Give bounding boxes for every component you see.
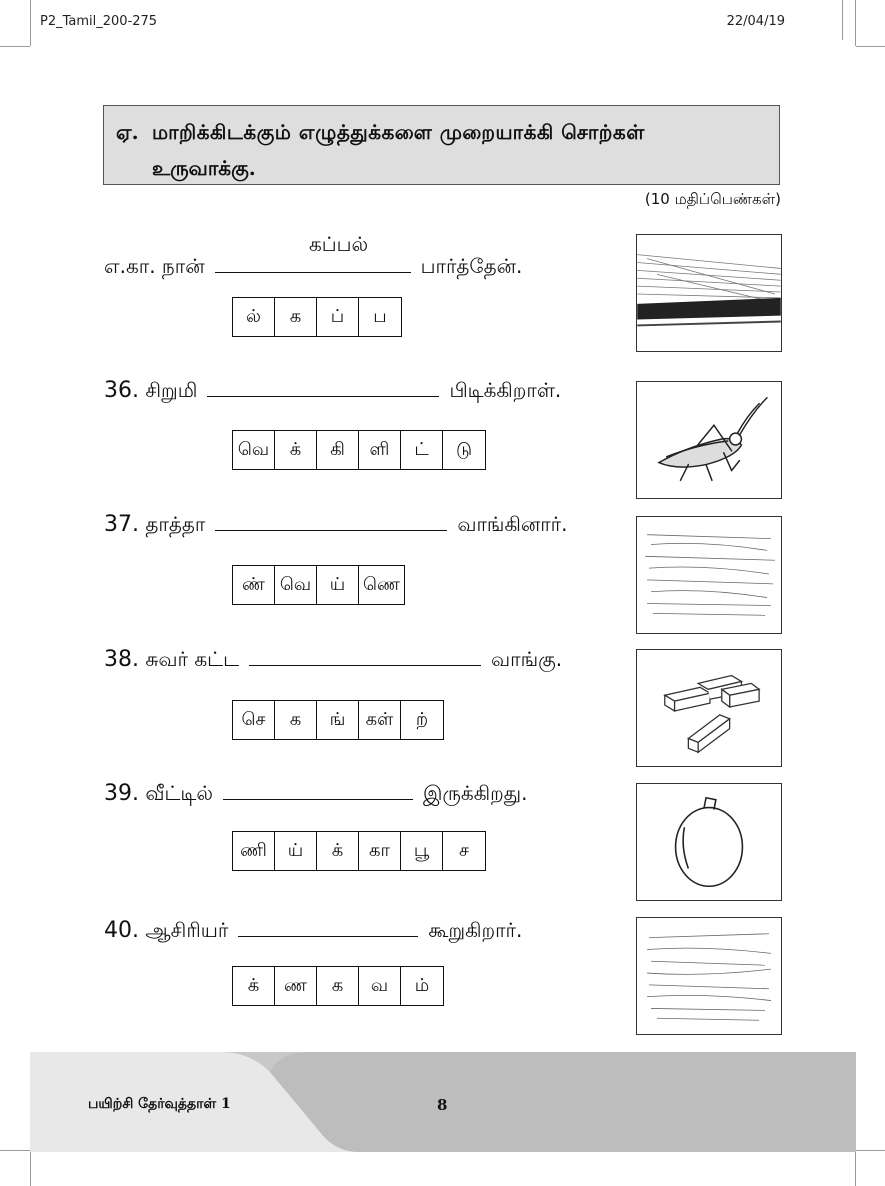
question-before: ஆசிரியர் [145, 918, 229, 942]
crop-mark [30, 1150, 31, 1186]
letter-tile: ல் [233, 298, 275, 336]
letter-tile: க் [275, 431, 317, 469]
letter-tile: க [275, 298, 317, 336]
letter-tile: கி [317, 431, 359, 469]
letter-tile: செ [233, 701, 275, 739]
example-suffix: பார்த்தேன். [420, 254, 523, 278]
letter-tile: பூ [401, 832, 443, 870]
letter-tile: ங் [317, 701, 359, 739]
crop-mark [842, 0, 843, 40]
question-number: 40. [104, 918, 139, 943]
letter-tile: ட் [401, 431, 443, 469]
letter-tile: க் [317, 832, 359, 870]
letter-tile: வெ [275, 566, 317, 604]
letter-tile: ம் [414, 974, 430, 996]
letter-tile: ற் [415, 708, 429, 730]
pumpkin-icon [636, 783, 782, 901]
crop-mark [30, 0, 31, 46]
letter-tile: ளி [359, 431, 401, 469]
question-37 [104, 512, 568, 539]
question-after: வாங்கு. [490, 647, 563, 671]
crop-mark [855, 1150, 856, 1186]
letter-tile: கா [359, 832, 401, 870]
letter-tile: ணி [233, 832, 275, 870]
question-36 [104, 378, 561, 405]
letter-tile: க [275, 701, 317, 739]
instruction-line-1: மாறிக்கிடக்கும் எழுத்துக்களை முறையாக்கி சொற்கள் [152, 120, 645, 144]
crop-mark [856, 1150, 885, 1151]
file-label: P2_Tamil_200-275 [40, 14, 158, 29]
answer-blank[interactable] [238, 918, 418, 937]
story-icon [636, 917, 782, 1035]
question-after: கூறுகிறார். [428, 918, 523, 942]
example-sentence [104, 254, 522, 281]
crop-mark [855, 0, 856, 46]
letter-tiles [232, 700, 444, 740]
question-number: 37. [104, 512, 139, 537]
question-39 [104, 781, 527, 808]
butter-icon [636, 516, 782, 634]
letter-tiles [232, 297, 402, 337]
letter-tile: வ [359, 967, 401, 1005]
answer-blank[interactable] [215, 254, 411, 273]
crop-mark [856, 46, 885, 47]
letter-tile: கள் [359, 701, 401, 739]
crop-mark [0, 1150, 30, 1151]
question-38 [104, 647, 562, 674]
letter-tile: வெ [233, 431, 275, 469]
question-after: பிடிக்கிறாள். [449, 378, 562, 402]
date-label: 22/04/19 [726, 14, 785, 29]
question-after: இருக்கிறது. [422, 781, 528, 805]
question-before: வீட்டில் [145, 781, 213, 805]
letter-tile: க் [233, 967, 275, 1005]
letter-tile: ப [373, 305, 387, 327]
letter-tile: ண் [233, 566, 275, 604]
question-before: சிறுமி [145, 378, 198, 402]
grasshopper-icon [636, 381, 782, 499]
question-40 [104, 918, 522, 945]
question-before: தாத்தா [145, 512, 206, 536]
answer-blank[interactable] [223, 781, 413, 800]
question-before: சுவர் கட்ட [145, 647, 239, 671]
letter-tile: ணெ [363, 573, 400, 595]
letter-tiles [232, 565, 405, 605]
letter-tiles [232, 966, 444, 1006]
question-number: 39. [104, 781, 139, 806]
answer-blank[interactable] [215, 512, 447, 531]
answer-blank[interactable] [207, 378, 439, 397]
page-number: 8 [437, 1096, 448, 1114]
letter-tile: டு [455, 438, 473, 460]
instruction-box [103, 105, 780, 185]
question-number: 36. [104, 378, 139, 403]
crop-mark [0, 46, 30, 47]
letter-tile: ய் [275, 832, 317, 870]
letter-tile: ச [459, 839, 469, 861]
question-number: 38. [104, 647, 139, 672]
question-after: வாங்கினார். [457, 512, 568, 536]
letter-tile: க [317, 967, 359, 1005]
marks-label: (10 மதிப்பெண்கள்) [644, 190, 781, 208]
letter-tiles [232, 831, 486, 871]
example-answer: கப்பல் [309, 232, 369, 256]
section-letter: ஏ. [116, 120, 139, 144]
letter-tile: ண [275, 967, 317, 1005]
bricks-icon [636, 649, 782, 767]
answer-blank[interactable] [249, 647, 481, 666]
letter-tile: ப் [317, 298, 359, 336]
footer-title: பயிற்சி தேர்வுத்தாள் 1 [88, 1096, 231, 1112]
example-prefix: எ.கா. நான் [104, 254, 205, 278]
instruction-line-2: உருவாக்கு. [152, 156, 256, 180]
letter-tile: ய் [317, 566, 359, 604]
ship-icon [636, 234, 782, 352]
letter-tiles [232, 430, 486, 470]
